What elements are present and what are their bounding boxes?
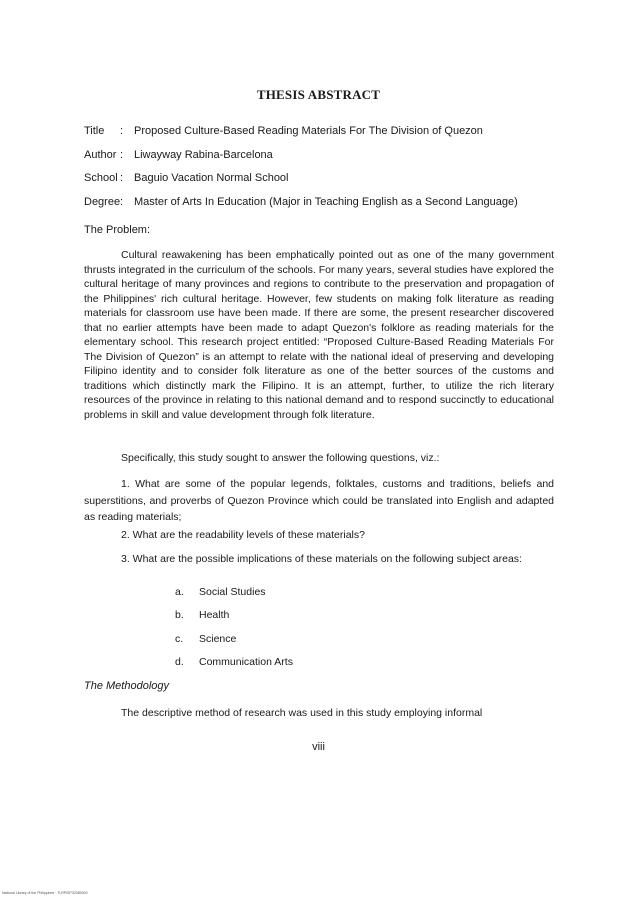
meta-sep: : (120, 125, 124, 137)
subject-area-item (175, 609, 229, 621)
page-title: THESIS ABSTRACT (256, 87, 381, 102)
methodology-paragraph: The descriptive method of research was used in this study employing informal (121, 707, 483, 719)
meta-title-row (84, 125, 483, 137)
meta-label: Author (84, 149, 117, 161)
problem-paragraph: Cultural reawakening has been emphatically pointed out as one of the many government thrusts integrated in the curriculum of the schools. For many years, several studies have explored the cultural heritage of many provinces and regions to contribute to the preservation and propagation of the Philippines' rich cultural heritage. However, few students on making folk literature as reading materials for classroom use have been made. If there are some, the present researcher discovered that no earlier attempts have been made to adapt Quezon's folklore as reading materials for the elementary school. This research project entitled: “Proposed Culture-Based Reading Materials For The Division of Quezon” is an attempt to relate with the national ideal of preserving and developing Filipino identity and to consider folk literature as one of the better sources of the customs and traditions which distinctly mark the Filipino. It is an attempt, further, to utilize the rich literary resources of the province in relating to this national demand and to respond succinctly to educational problems in skill and value development through folk literature. (84, 249, 554, 421)
subject-letter: b. (175, 609, 184, 621)
page-number: viii (312, 741, 325, 753)
meta-value-school: Baguio Vacation Normal School (134, 172, 289, 184)
meta-school-row (84, 172, 289, 184)
subject-letter: a. (175, 586, 184, 598)
meta-sep: : (120, 149, 124, 161)
subject-label: Health (199, 609, 230, 621)
subject-area-item (175, 633, 236, 645)
subject-label: Communication Arts (199, 656, 293, 668)
meta-value-title: Proposed Culture-Based Reading Materials For The Division of Quezon (134, 125, 483, 137)
footer-watermark: National Library of the Philippines · TLRP05732080000 (2, 891, 88, 895)
problem-heading: The Problem: (84, 224, 151, 236)
question-item-1: 1. What are some of the popular legends, folktales, customs and traditions, beliefs and superstitions, and proverbs of Quezon Province which could be translated into English and adapted as reading materials; (84, 478, 554, 523)
questions-intro: Specifically, this study sought to answer the following questions, viz.: (121, 452, 440, 464)
meta-sep: : (120, 196, 124, 208)
subject-area-item (175, 656, 293, 668)
meta-value-author: Liwayway Rabina-Barcelona (134, 149, 273, 161)
subject-letter: c. (175, 633, 184, 645)
meta-label: Degree (84, 196, 121, 208)
meta-sep: : (120, 172, 124, 184)
subject-label: Science (199, 633, 237, 645)
question-item-3: 3. What are the possible implications of these materials on the following subject areas: (121, 553, 522, 565)
question-item-2: 2. What are the readability levels of these materials? (121, 529, 365, 541)
subject-letter: d. (175, 656, 184, 668)
meta-label: Title (84, 125, 105, 137)
subject-area-item (175, 586, 266, 598)
meta-label: School (84, 172, 118, 184)
methodology-heading: The Methodology (84, 680, 169, 692)
meta-value-degree: Master of Arts In Education (Major in Teaching English as a Second Language) (134, 196, 518, 208)
meta-author-row (84, 149, 273, 161)
meta-degree-row (84, 196, 518, 208)
subject-label: Social Studies (199, 586, 266, 598)
